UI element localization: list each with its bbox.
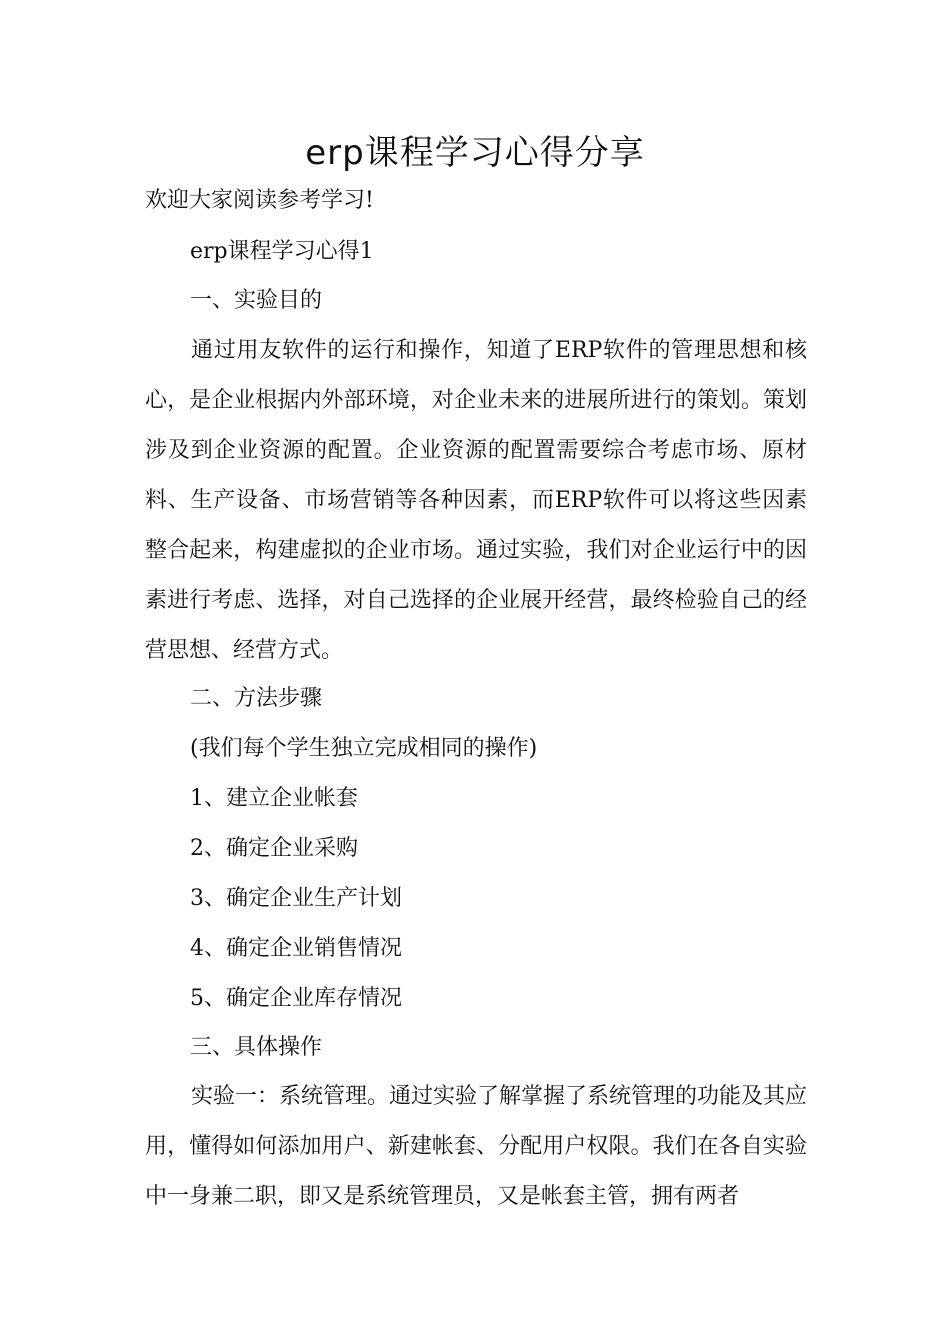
section1-heading: 一、实验目的 — [190, 288, 323, 313]
subtitle-text: erp课程学习心得1 — [190, 239, 374, 264]
section1-paragraph: 通过用友软件的运行和操作，知道了ERP软件的管理思想和核心，是企业根据内外部环境，对企业未来的进展所进行的策划。策划涉及到企业资源的配置。企业资源的配置需要综合考虑市场、原材料、生产设备、市场营销等各种因素，而ERP软件可以将这些因素整合起来，构建虚拟的企业市场。通过实验，我们对企业运行中的因素进行考虑、选择，对自己选择的企业展开经营，最终检验自己的经营思想、经营方式。 — [145, 338, 807, 663]
section3-paragraph: 实验一：系统管理。通过实验了解掌握了系统管理的功能及其应用，懂得如何添加用户、新建帐套、分配用户权限。我们在各自实验中一身兼二职，即又是系统管理员，又是帐套主管，拥有两者 — [145, 1084, 808, 1209]
step-item: 1、建立企业帐套 — [190, 786, 358, 811]
step-item: 4、确定企业销售情况 — [190, 936, 402, 961]
step-item: 2、确定企业采购 — [190, 836, 358, 861]
step-item: 3、确定企业生产计划 — [190, 886, 402, 911]
step-item: 5、确定企业库存情况 — [190, 986, 402, 1011]
document-title: erp课程学习心得分享 — [305, 133, 645, 173]
intro-text: 欢迎大家阅读参考学习! — [145, 188, 374, 213]
section2-heading: 二、方法步骤 — [190, 686, 323, 711]
section2-note: (我们每个学生独立完成相同的操作) — [190, 736, 538, 761]
section3-heading: 三、具体操作 — [190, 1035, 323, 1060]
